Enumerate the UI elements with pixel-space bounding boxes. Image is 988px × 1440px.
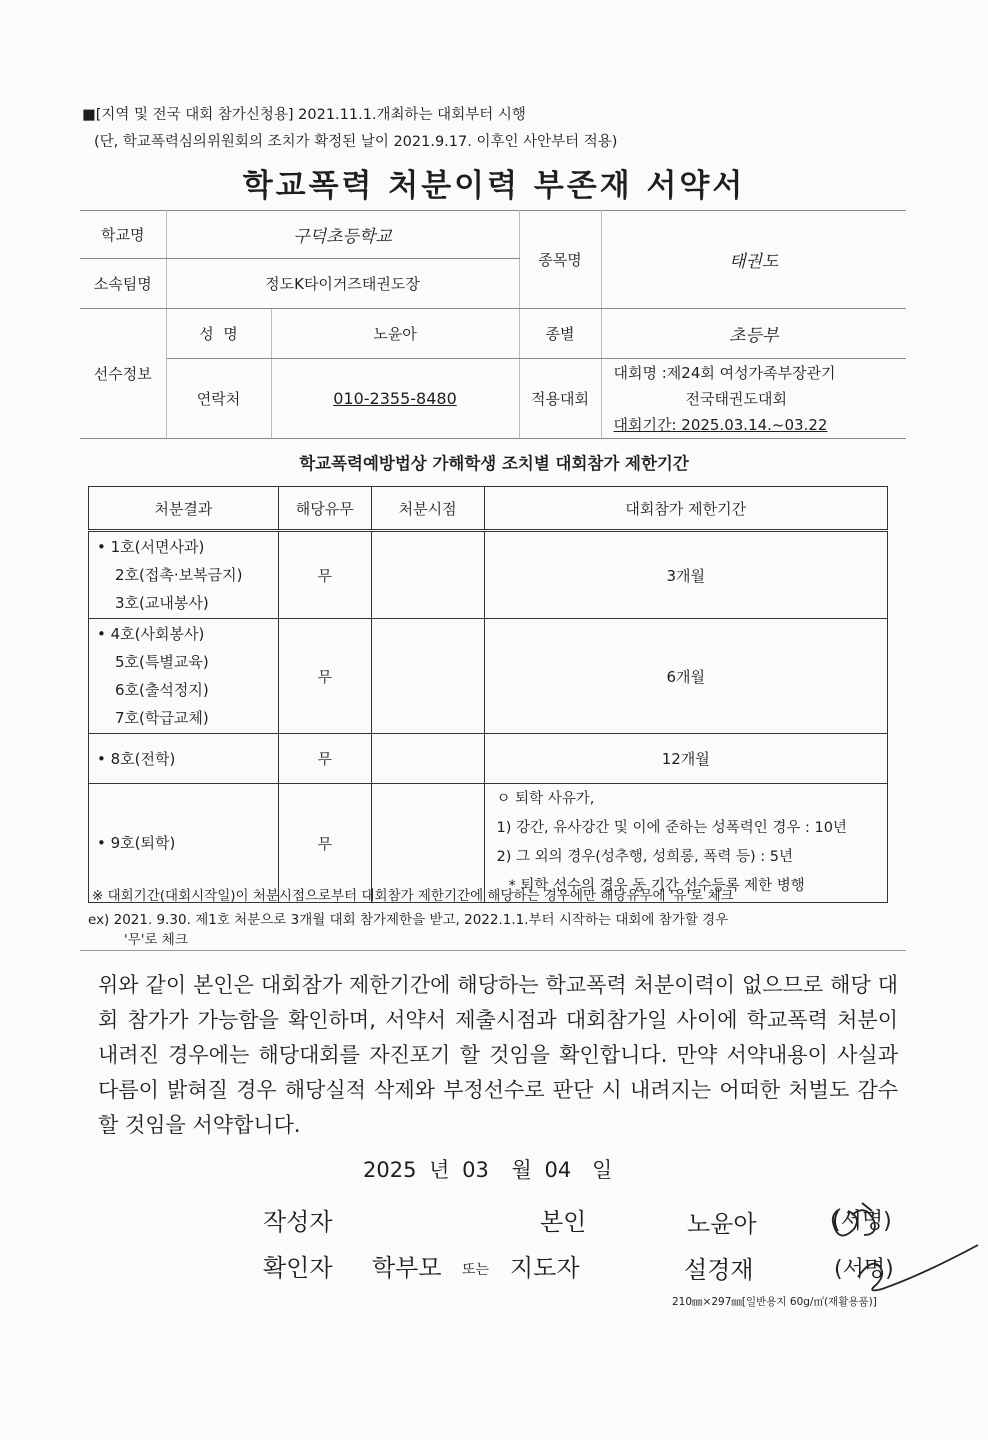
period-cell: 12개월 bbox=[484, 734, 888, 784]
event-value: 태권도 bbox=[601, 211, 906, 309]
period-cell: 6개월 bbox=[484, 619, 888, 734]
period-line: * 퇴학 선수의 경우 동 기간 선수등록 제한 병행 bbox=[508, 878, 805, 894]
school-label: 학교명 bbox=[80, 211, 166, 259]
info-table bbox=[80, 210, 906, 439]
writer-name: 노윤아 bbox=[687, 1210, 757, 1238]
note-line-2: (단, 학교폭력심의위원회의 조치가 확정된 날이 2021.9.17. 이후인 사안부터 적용) bbox=[94, 134, 618, 150]
result-item: • 1호(서면사과) bbox=[97, 538, 205, 556]
footnote-1: ※ 대회기간(대회시작일)이 처분시점으로부터 대회참가 제한기간에 해당하는 경우에만 해당유무에 '유'로 체크 bbox=[92, 888, 734, 904]
paper-spec: 210㎜×297㎜[일반용지 60g/㎡(재활용품)] bbox=[672, 1296, 877, 1308]
competition-info bbox=[601, 359, 906, 439]
table-row bbox=[89, 734, 888, 784]
header-period: 대회참가 제한기간 bbox=[484, 487, 888, 531]
result-cell bbox=[89, 734, 279, 784]
penalty-table bbox=[88, 486, 888, 903]
applicable-cell: 무 bbox=[278, 619, 371, 734]
division-label: 종별 bbox=[519, 309, 601, 359]
date-year-unit: 년 bbox=[429, 1158, 450, 1182]
table-row bbox=[89, 531, 888, 619]
pledge-date bbox=[363, 1154, 612, 1184]
team-value: 정도K타이거즈태권도장 bbox=[166, 259, 519, 309]
division-value: 초등부 bbox=[601, 309, 906, 359]
result-item: • 8호(전학) bbox=[97, 749, 176, 768]
team-label: 소속팀명 bbox=[80, 259, 166, 309]
header-time: 처분시점 bbox=[371, 487, 484, 531]
writer-signature-stroke bbox=[833, 1203, 875, 1236]
time-cell bbox=[371, 734, 484, 784]
writer-seal: (서명) bbox=[832, 1209, 892, 1234]
period-line: ㅇ 퇴학 사유가, bbox=[496, 791, 595, 807]
divider bbox=[80, 950, 906, 951]
competition-name-line2: 전국태권도대회 bbox=[685, 389, 787, 408]
header-result: 처분결과 bbox=[89, 487, 279, 531]
competition-period: 대회기간: 2025.03.14.~03.22 bbox=[613, 415, 828, 434]
applicable-cell: 무 bbox=[278, 784, 371, 903]
player-info-label: 선수정보 bbox=[80, 309, 166, 439]
contact-value: 010-2355-8480 bbox=[333, 389, 457, 408]
handwritten-signature bbox=[800, 1185, 980, 1300]
time-cell bbox=[371, 619, 484, 734]
name-label: 성 명 bbox=[166, 309, 271, 359]
period-line: 2) 그 외의 경우(성추행, 성희롱, 폭력 등) : 5년 bbox=[496, 849, 794, 865]
header-applicable: 해당유무 bbox=[278, 487, 371, 531]
name-value: 노윤아 bbox=[271, 309, 519, 359]
competition-label: 적용대회 bbox=[519, 359, 601, 439]
confirmer-label: 확인자 bbox=[263, 1254, 333, 1282]
confirmer-or: 또는 bbox=[462, 1262, 490, 1278]
confirmer-role-parent: 학부모 bbox=[372, 1254, 442, 1282]
result-item: 5호(특별교육) bbox=[115, 653, 209, 671]
competition-name-line1: 대회명 :제24회 여성가족부장관기 bbox=[613, 363, 836, 382]
date-year: 2025 bbox=[363, 1158, 417, 1182]
result-item: 7호(학급교체) bbox=[115, 709, 209, 727]
result-item: 6호(출석정지) bbox=[115, 681, 209, 699]
period-line: 1) 강간, 유사강간 및 이에 준하는 성폭력인 경우 : 10년 bbox=[496, 820, 847, 836]
writer-role: 본인 bbox=[540, 1208, 587, 1236]
result-item: • 4호(사회봉사) bbox=[97, 625, 205, 643]
result-item: 3호(교내봉사) bbox=[115, 594, 209, 612]
confirmer-seal: (서명) bbox=[834, 1257, 894, 1282]
result-cell bbox=[89, 619, 279, 734]
writer-label: 작성자 bbox=[263, 1208, 333, 1236]
event-label: 종목명 bbox=[519, 211, 601, 309]
table-row bbox=[89, 619, 888, 734]
date-day-unit: 일 bbox=[591, 1158, 613, 1182]
time-cell bbox=[371, 531, 484, 619]
result-cell bbox=[89, 531, 279, 619]
footnote-2: ex) 2021. 9.30. 제1호 처분으로 3개월 대회 참가제한을 받고, 2022.1.1.부터 시작하는 대회에 참가할 경우 bbox=[88, 912, 729, 928]
confirmer-signature-stroke bbox=[858, 1245, 978, 1290]
date-day: 04 bbox=[544, 1158, 572, 1182]
applicable-cell: 무 bbox=[278, 531, 371, 619]
result-item: 2호(접촉·보복금지) bbox=[115, 566, 243, 584]
result-item: • 9호(퇴학) bbox=[97, 834, 176, 852]
date-month: 03 bbox=[462, 1158, 489, 1182]
penalty-table-title: 학교폭력예방법상 가해학생 조치별 대회참가 제한기간 bbox=[299, 454, 689, 473]
date-month-unit: 월 bbox=[511, 1158, 532, 1182]
footnote-3: '무'로 체크 bbox=[124, 932, 188, 948]
confirmer-role-coach: 지도자 bbox=[510, 1254, 580, 1282]
confirmer-name: 설경재 bbox=[684, 1256, 754, 1284]
period-cell: 3개월 bbox=[484, 531, 888, 619]
document-title: 학교폭력 처분이력 부존재 서약서 bbox=[242, 168, 746, 204]
note-line-1: ■[지역 및 전국 대회 참가신청용] 2021.11.1.개최하는 대회부터 시행 bbox=[82, 107, 526, 123]
pledge-text: 위와 같이 본인은 대회참가 제한기간에 해당하는 학교폭력 처분이력이 없으므로 해당 대회 참가가 가능함을 확인하며, 서약서 제출시점과 대회참가일 사이에 학교폭력 처분이 내려진 경우에는 해당대회를 자진포기 할 것임을 확인합니다. 만약 서약내용이 사실과 다름이 밝혀질 경우 해당실적 삭제와 부정선수로 판단 시 내려지는 어떠한 처벌도 감수할 것임을 서약합니다. bbox=[98, 973, 898, 1137]
applicable-cell: 무 bbox=[278, 734, 371, 784]
contact-label: 연락처 bbox=[166, 359, 271, 439]
school-value: 구덕초등학교 bbox=[166, 211, 519, 259]
